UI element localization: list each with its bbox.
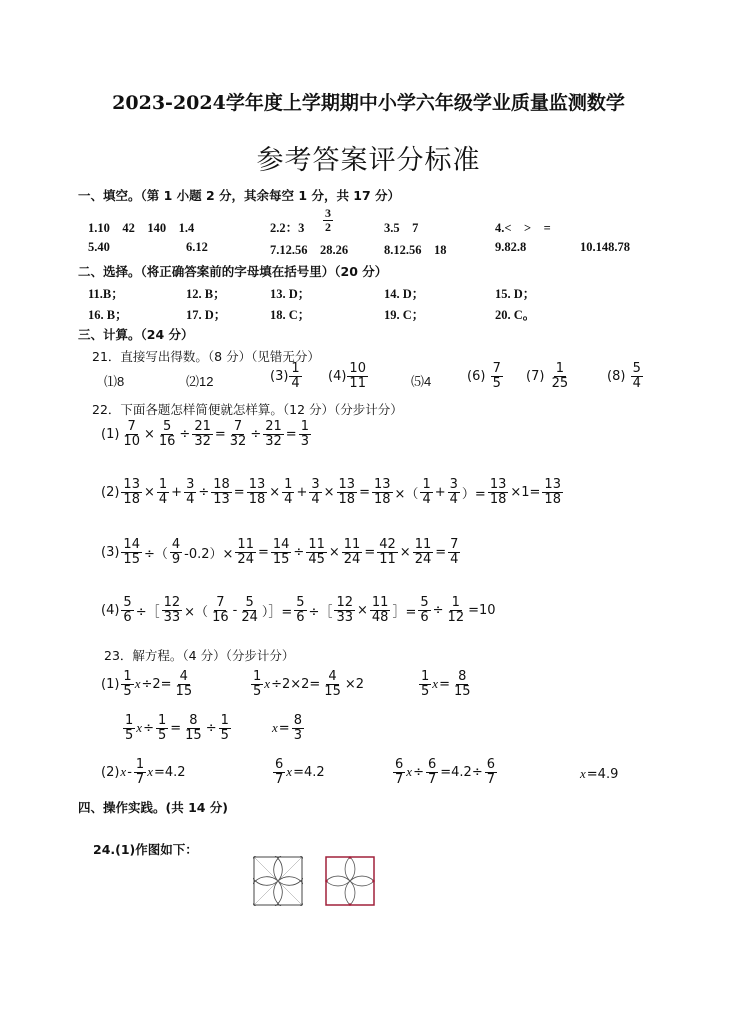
choice-14: 14. D； [384, 287, 425, 301]
question-23-heading: 23．解方程。（4 分）（分步计分） [104, 648, 295, 663]
q21-answer-1: ⑴8 [104, 374, 125, 389]
q23-2-step-3: 6 7 x ÷ $\frac{6}{7}$ =4.2÷ $\frac{6}{7}$ [395, 757, 495, 787]
choice-15: 15. D； [495, 287, 536, 301]
choice-17: 17. D； [186, 308, 227, 322]
answer-9: 9.82.8 [495, 240, 527, 254]
q23-1-step-3: 1 5 x = $\frac{8}{15}$ [421, 669, 471, 699]
q21-answer-5: ⑸4 [411, 374, 432, 389]
q21-answer-6 [467, 362, 504, 390]
num: 10 [349, 361, 366, 376]
answer-10: 10.148.78 [580, 240, 630, 254]
den: 4 [291, 375, 300, 391]
choice-18: 18. C； [270, 308, 311, 322]
q23-2-step-1: (2) x - 1 7 x =4.2 [101, 757, 186, 787]
q21-answer-8 [607, 362, 644, 390]
den: 5 [492, 375, 501, 391]
q23-1-step-5: x = $\frac{8}{3}$ [272, 713, 302, 743]
q22-solution-4: (4) $\frac{5}{6}$ ÷［ $\frac{12}{33}$ ×（ 7 16 - 5 24 ）］= $\frac{5}{6}$ ÷［ $\frac{12}{33}$ × $\frac{11}{48}$ ］= $\frac{5}{6}$ ÷ $\frac{1}{12}$ =10 [101, 595, 496, 625]
num: 5 [632, 361, 641, 376]
q23-2-result: x =4.9 [580, 766, 619, 782]
choice-20: 20. C。 [495, 308, 536, 322]
answer-6: 6.12 [186, 240, 208, 254]
label: (4) [328, 368, 347, 384]
choice-16: 16. B； [88, 308, 128, 322]
answer-7: 7.12.56 28.26 [270, 243, 349, 257]
q22-solution-1: (1) $\frac{7}{10}$ × $\frac{5}{16}$ ÷ $\frac{21}{32}$ = $\frac{7}{32}$ ÷ $\frac{21}{32}$ = $\frac{1}{3}$ [101, 419, 309, 449]
answer-3: 3.5 7 [384, 221, 419, 235]
den: 4 [632, 375, 641, 391]
answer-4: 4.< > = [495, 221, 551, 235]
q21-answer-2: ⑵12 [186, 374, 214, 389]
den: 11 [349, 375, 366, 391]
question-21-heading: 21．直接写出得数。（8 分）（见错无分） [92, 349, 320, 364]
answer-5: 5.40 [88, 240, 110, 254]
q21-answer-3 [270, 362, 303, 390]
choice-13: 13. D； [270, 287, 311, 301]
q21-answer-7 [526, 362, 571, 390]
question-22-heading: 22．下面各题怎样简便就怎样算。（12 分）（分步计分） [92, 402, 403, 417]
label: (8) [607, 368, 626, 384]
choice-11: 11.B； [88, 287, 124, 301]
section-2-heading: 二、选择。（将正确答案前的字母填在括号里）（20 分） [78, 264, 388, 279]
q23-1-step-1: (1) 1 5 x ÷2= $\frac{4}{15}$ [101, 669, 193, 699]
q23-1-step-4: 1 5 x ÷ $\frac{1}{5}$ = $\frac{8}{15}$ ÷ $\frac{1}{5}$ [125, 713, 229, 743]
q21-answer-4 [328, 362, 369, 390]
q23-1-step-2: 1 5 x ÷2×2= $\frac{4}{15}$ ×2 [253, 669, 365, 699]
label: (7) [526, 368, 545, 384]
section-4-heading: 四、操作实践。(共 14 分) [78, 800, 229, 815]
section-1-heading: 一、填空。（第 1 小题 2 分，其余每空 1 分，共 17 分） [78, 188, 401, 203]
answer-2-fraction [322, 207, 334, 233]
section-3-heading: 三、计算。（24 分） [78, 327, 194, 342]
choice-12: 12. B； [186, 287, 226, 301]
answer-2: 2.2：3 [270, 221, 305, 235]
petal-pattern-drawn-figure [325, 856, 375, 906]
fraction-denominator: 2 [325, 219, 331, 234]
question-24-heading: 24.(1)作图如下： [93, 842, 198, 857]
petal-pattern-figure [253, 856, 303, 906]
answer-1: 1.10 42 140 1.4 [88, 221, 195, 235]
document-subtitle: 参考答案评分标准 [256, 145, 481, 176]
q23-2-step-2: 6 7 x =4.2 [275, 757, 325, 787]
document-title: 2023-2024学年度上学期期中小学六年级学业质量监测数学 [112, 92, 625, 114]
num: 1 [291, 361, 300, 376]
den: 25 [551, 375, 569, 391]
answer-8: 8.12.56 18 [384, 243, 447, 257]
q22-solution-3: (3) $\frac{14}{15}$ ÷（ 4 9 -0.2）× $\frac{11}{24}$ = $\frac{14}{15}$ ÷ $\frac{11}{45}$ × $\frac{11}{24}$ = $\frac{42}{11}$ × $\frac{11}{24}$ = $\frac{7}{4}$ [101, 537, 459, 567]
fraction-numerator: 3 [325, 206, 331, 220]
num: 7 [492, 361, 501, 376]
q22-solution-2: (2) $\frac{13}{18}$ × $\frac{1}{4}$ + $\frac{3}{4}$ ÷ $\frac{18}{13}$ = $\frac{13}{18}$ × $\frac{1}{4}$ + $\frac{3}{4}$ × $\frac{13}{18}$ = $\frac{13}{18}$ ×（ 1 4 + $\frac{3}{4}$ ）= $\frac{13}{18}$ ×1= $\frac{13}{18}$ [101, 477, 561, 507]
choice-19: 19. C； [384, 308, 425, 322]
num: 1 [555, 361, 564, 376]
label: (3) [270, 368, 289, 384]
label: (6) [467, 368, 486, 384]
